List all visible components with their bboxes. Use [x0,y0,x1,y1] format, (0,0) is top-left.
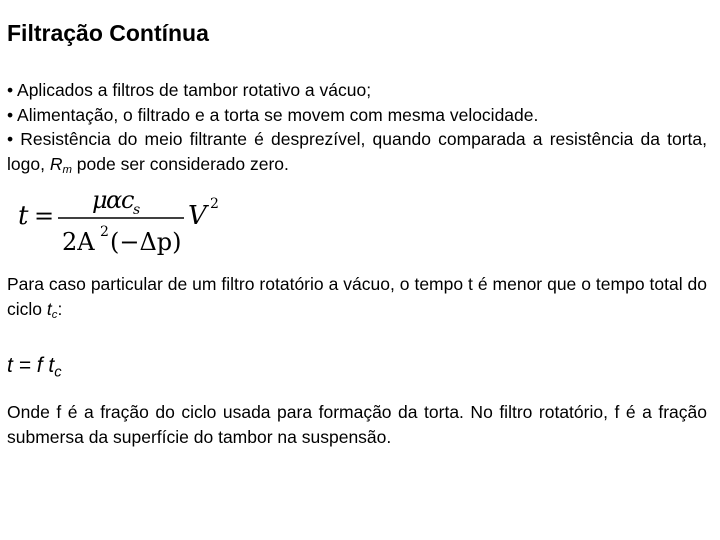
paragraph-definition: Onde f é a fração do ciclo usada para formação da torta. No filtro rotatório, f é a fração submersa da superfície do tambor na suspensão. [7,402,707,447]
bullet-text-end: pode ser considerado zero. [71,153,289,174]
formula-lhs: t [18,201,29,231]
tc-subscript: c [51,308,58,321]
rm-subscript: m [62,163,72,176]
bullet-item: • Alimentação, o filtrado e a torta se movem com mesma velocidade. [7,104,539,125]
filtration-time-formula [14,184,234,264]
formula-rhs-exponent: 2 [210,196,219,212]
cycle-equation [7,352,62,380]
cycle-equation-main: t = f t [7,354,55,377]
formula-equals: = [34,202,55,230]
formula-mu: μ [92,186,108,214]
bullet-text: • Resistência do meio filtrante é desprezível, quando comparada a resistência da torta, logo, [7,129,707,174]
formula-alpha: α [106,186,123,214]
formula-denominator: 2A [62,228,95,256]
formula-denominator-exponent: 2 [100,224,109,240]
bullet-item [7,127,707,176]
paragraph-text: Para caso particular de um filtro rotatório a vácuo, o tempo t é menor que o tempo total do ciclo [7,274,707,319]
formula-c-subscript: s [133,202,141,218]
formula-denominator-rest: (−Δp) [110,228,182,256]
cycle-equation-subscript: c [54,364,62,381]
bullet-item: • Aplicados a filtros de tambor rotativo a vácuo; [7,80,372,100]
tc-symbol: t [46,298,52,319]
rm-symbol: R [49,153,63,174]
page-title: Filtração Contínua [7,20,209,46]
paragraph-particular-case [7,272,707,321]
paragraph-colon: : [57,298,63,319]
formula-rhs: V [188,201,207,231]
bullet-list [7,78,707,176]
formula-c: c [121,186,135,214]
